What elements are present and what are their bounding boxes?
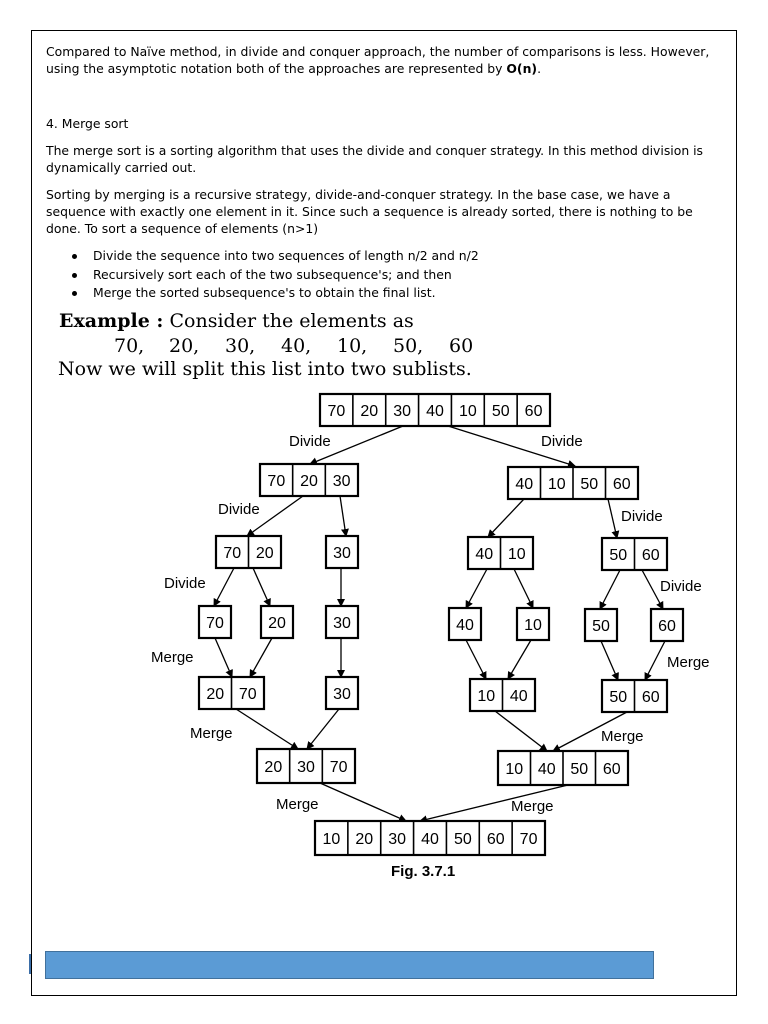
array-cell-value: 10 xyxy=(458,403,477,420)
array-cell-value: 70 xyxy=(327,403,346,420)
array-cell-value: 20 xyxy=(360,403,379,420)
figure-caption: Fig. 3.7.1 xyxy=(391,863,456,880)
array-cell-value: 40 xyxy=(456,617,474,634)
example-value: 10, xyxy=(337,335,368,357)
array-cell-value: 70 xyxy=(267,473,286,490)
array-cell-value: 20 xyxy=(300,473,318,490)
array-cell-value: 50 xyxy=(491,403,510,420)
array-box xyxy=(602,680,667,712)
array-cell-value: 40 xyxy=(426,403,444,420)
array-box xyxy=(216,536,281,568)
merge-label: Merge xyxy=(511,798,554,815)
merge-label: Merge xyxy=(276,796,319,813)
array-cell-value: 30 xyxy=(393,403,412,420)
intro-line-2-text: using the asymptotic notation both of the approaches are represented by xyxy=(46,61,507,76)
array-box xyxy=(508,467,638,499)
array-cell-value: 60 xyxy=(486,831,505,848)
array-box xyxy=(199,677,264,709)
array-cell-value: 60 xyxy=(641,689,660,706)
split-text: Now we will split this list into two sublists. xyxy=(58,358,472,380)
array-box xyxy=(449,608,481,640)
divide-label: Divide xyxy=(660,578,702,595)
array-cell-value: 10 xyxy=(507,546,526,563)
section-heading: 4. Merge sort xyxy=(46,116,129,131)
array-cell-value: 70 xyxy=(519,831,538,848)
list-item: Recursively sort each of the two subsequence's; and then xyxy=(46,266,726,285)
intro-line-2-end: . xyxy=(537,61,542,76)
array-cell-value: 10 xyxy=(547,476,566,493)
merge-sort-description: Sorting by merging is a recursive strategy, divide-and-conquer strategy. In the base case, we have a sequence with exactly one element in it. Since such a sequence is already sorted, there is nothing to be done. To sort a sequence of elements (n>1) xyxy=(46,187,693,236)
array-box xyxy=(326,606,358,638)
array-cell-value: 10 xyxy=(322,831,341,848)
array-cell-value: 30 xyxy=(388,831,407,848)
array-cell-value: 70 xyxy=(238,686,257,703)
array-box xyxy=(470,679,535,711)
array-box xyxy=(517,608,549,640)
array-cell-value: 70 xyxy=(223,545,242,562)
array-cell-value: 50 xyxy=(570,761,589,778)
array-boxes xyxy=(199,394,683,855)
array-cell-value: 20 xyxy=(264,759,283,776)
example-value: 70, xyxy=(114,335,145,357)
footer-marker xyxy=(29,954,31,974)
array-cell-value: 50 xyxy=(580,476,599,493)
array-cell-value: 10 xyxy=(505,761,524,778)
array-box xyxy=(199,606,231,638)
array-box xyxy=(261,606,293,638)
divide-label: Divide xyxy=(164,575,206,592)
array-cell-value: 60 xyxy=(612,476,631,493)
array-box xyxy=(326,536,358,568)
array-box xyxy=(257,749,355,783)
array-cell-value: 60 xyxy=(602,761,621,778)
array-cell-value: 40 xyxy=(509,688,528,705)
array-cell-value: 50 xyxy=(592,618,610,635)
array-box xyxy=(320,394,550,426)
array-cell-value: 20 xyxy=(255,545,274,562)
array-cell-value: 40 xyxy=(515,476,534,493)
array-cell-value: 20 xyxy=(355,831,374,848)
intro-line-1: Compared to Naïve method, in divide and conquer approach, the number of comparisons is less. However, xyxy=(46,44,710,59)
array-box xyxy=(468,537,533,569)
merge-label: Merge xyxy=(190,725,233,742)
array-box xyxy=(260,464,358,496)
array-cell-value: 40 xyxy=(537,761,556,778)
array-cell-value: 60 xyxy=(524,403,543,420)
example-value: 50, xyxy=(393,335,424,357)
array-cell-value: 10 xyxy=(524,617,542,634)
merge-label: Merge xyxy=(151,649,194,666)
example-value: 20, xyxy=(169,335,200,357)
array-box xyxy=(326,677,358,709)
array-box xyxy=(498,751,628,785)
example-label: Example : xyxy=(59,310,164,332)
big-o-notation: O(n) xyxy=(506,61,538,76)
array-box xyxy=(651,609,683,641)
array-cell-value: 30 xyxy=(333,686,351,703)
divide-label: Divide xyxy=(621,508,663,525)
array-box xyxy=(315,821,545,855)
merge-sort-definition: The merge sort is a sorting algorithm that uses the divide and conquer strategy. In this method division is dynamically carried out. xyxy=(46,143,704,175)
example-text: Consider the elements as xyxy=(169,310,414,332)
array-cell-value: 40 xyxy=(475,546,494,563)
footer-bar xyxy=(45,951,654,979)
example-value: 40, xyxy=(281,335,312,357)
array-cell-value: 60 xyxy=(658,618,676,635)
merge-label: Merge xyxy=(667,654,710,671)
array-cell-value: 20 xyxy=(206,686,225,703)
array-cell-value: 50 xyxy=(453,831,472,848)
array-box xyxy=(602,538,667,570)
array-cell-value: 30 xyxy=(333,545,351,562)
array-cell-value: 50 xyxy=(609,689,628,706)
divide-label: Divide xyxy=(289,433,331,450)
divide-label: Divide xyxy=(541,433,583,450)
list-item: Divide the sequence into two sequences of length n/2 and n/2 xyxy=(46,247,726,266)
array-cell-value: 60 xyxy=(641,547,660,564)
array-cell-value: 70 xyxy=(206,615,224,632)
array-cell-value: 10 xyxy=(477,688,496,705)
array-cell-value: 30 xyxy=(297,759,315,776)
example-value: 60 xyxy=(449,335,474,357)
example-value: 30, xyxy=(225,335,256,357)
array-box xyxy=(585,609,617,641)
array-cell-value: 30 xyxy=(332,473,351,490)
array-cell-value: 50 xyxy=(609,547,628,564)
divide-label: Divide xyxy=(218,501,260,518)
array-cell-value: 20 xyxy=(268,615,286,632)
array-cell-value: 30 xyxy=(333,615,351,632)
list-item: Merge the sorted subsequence's to obtain the final list. xyxy=(46,284,726,303)
merge-label: Merge xyxy=(601,728,644,745)
array-cell-value: 70 xyxy=(329,759,348,776)
array-cell-value: 40 xyxy=(421,831,439,848)
